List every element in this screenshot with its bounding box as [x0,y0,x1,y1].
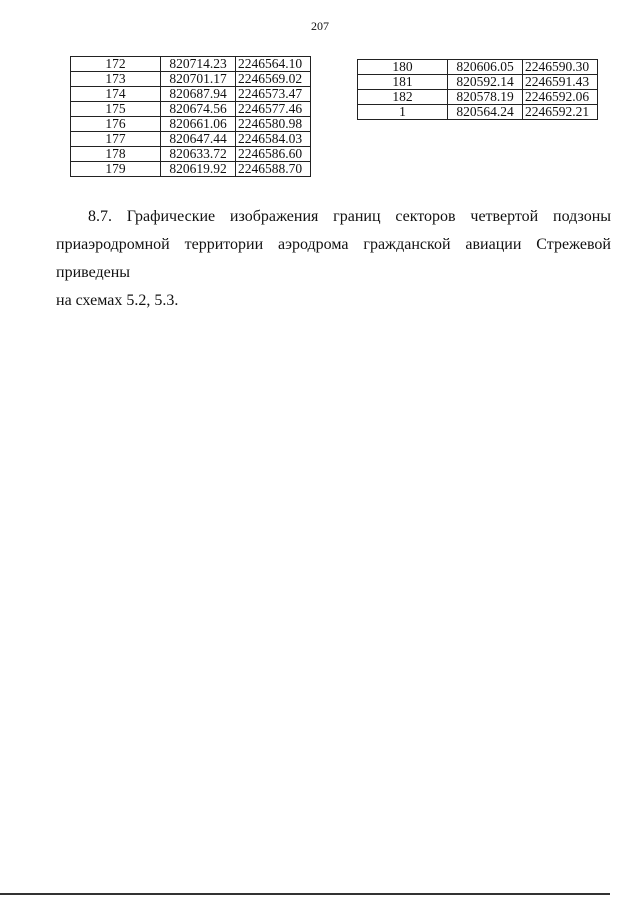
table-row [358,60,598,75]
y-coordinate: 2246586.60 [236,147,311,162]
point-number: 181 [358,75,448,90]
paragraph-line: на схемах 5.2, 5.3. [56,292,179,309]
table-row [358,90,598,105]
y-coordinate: 2246588.70 [236,162,311,177]
y-coordinate: 2246592.21 [523,105,598,120]
page-number: 207 [311,19,329,33]
point-number: 173 [71,72,161,87]
x-coordinate: 820633.72 [161,147,236,162]
x-coordinate: 820647.44 [161,132,236,147]
coordinates-table-right [357,59,598,120]
table-row [71,117,311,132]
table-row [71,102,311,117]
point-number: 178 [71,147,161,162]
y-coordinate: 2246584.03 [236,132,311,147]
y-coordinate: 2246580.98 [236,117,311,132]
coordinates-table-left [70,56,311,177]
x-coordinate: 820661.06 [161,117,236,132]
table-row [71,72,311,87]
y-coordinate: 2246564.10 [236,57,311,72]
scan-edge-line [0,893,610,895]
y-coordinate: 2246592.06 [523,90,598,105]
point-number: 177 [71,132,161,147]
table-row [71,57,311,72]
x-coordinate: 820701.17 [161,72,236,87]
x-coordinate: 820714.23 [161,57,236,72]
table-row [358,105,598,120]
point-number: 180 [358,60,448,75]
x-coordinate: 820578.19 [448,90,523,105]
point-number: 1 [358,105,448,120]
point-number: 174 [71,87,161,102]
paragraph-line: 8.7. Графические изображения границ секторов четвертой подзоны [88,208,611,225]
point-number: 182 [358,90,448,105]
x-coordinate: 820687.94 [161,87,236,102]
table-row [71,87,311,102]
point-number: 172 [71,57,161,72]
x-coordinate: 820564.24 [448,105,523,120]
x-coordinate: 820619.92 [161,162,236,177]
y-coordinate: 2246569.02 [236,72,311,87]
x-coordinate: 820674.56 [161,102,236,117]
y-coordinate: 2246577.46 [236,102,311,117]
table-row [358,75,598,90]
point-number: 179 [71,162,161,177]
table-row [71,132,311,147]
point-number: 176 [71,117,161,132]
section-paragraph [56,203,611,315]
point-number: 175 [71,102,161,117]
y-coordinate: 2246573.47 [236,87,311,102]
x-coordinate: 820592.14 [448,75,523,90]
y-coordinate: 2246590.30 [523,60,598,75]
table-row [71,147,311,162]
x-coordinate: 820606.05 [448,60,523,75]
table-row [71,162,311,177]
paragraph-line: приаэродромной территории аэродрома гражданской авиации Стрежевой приведены [56,236,611,281]
y-coordinate: 2246591.43 [523,75,598,90]
